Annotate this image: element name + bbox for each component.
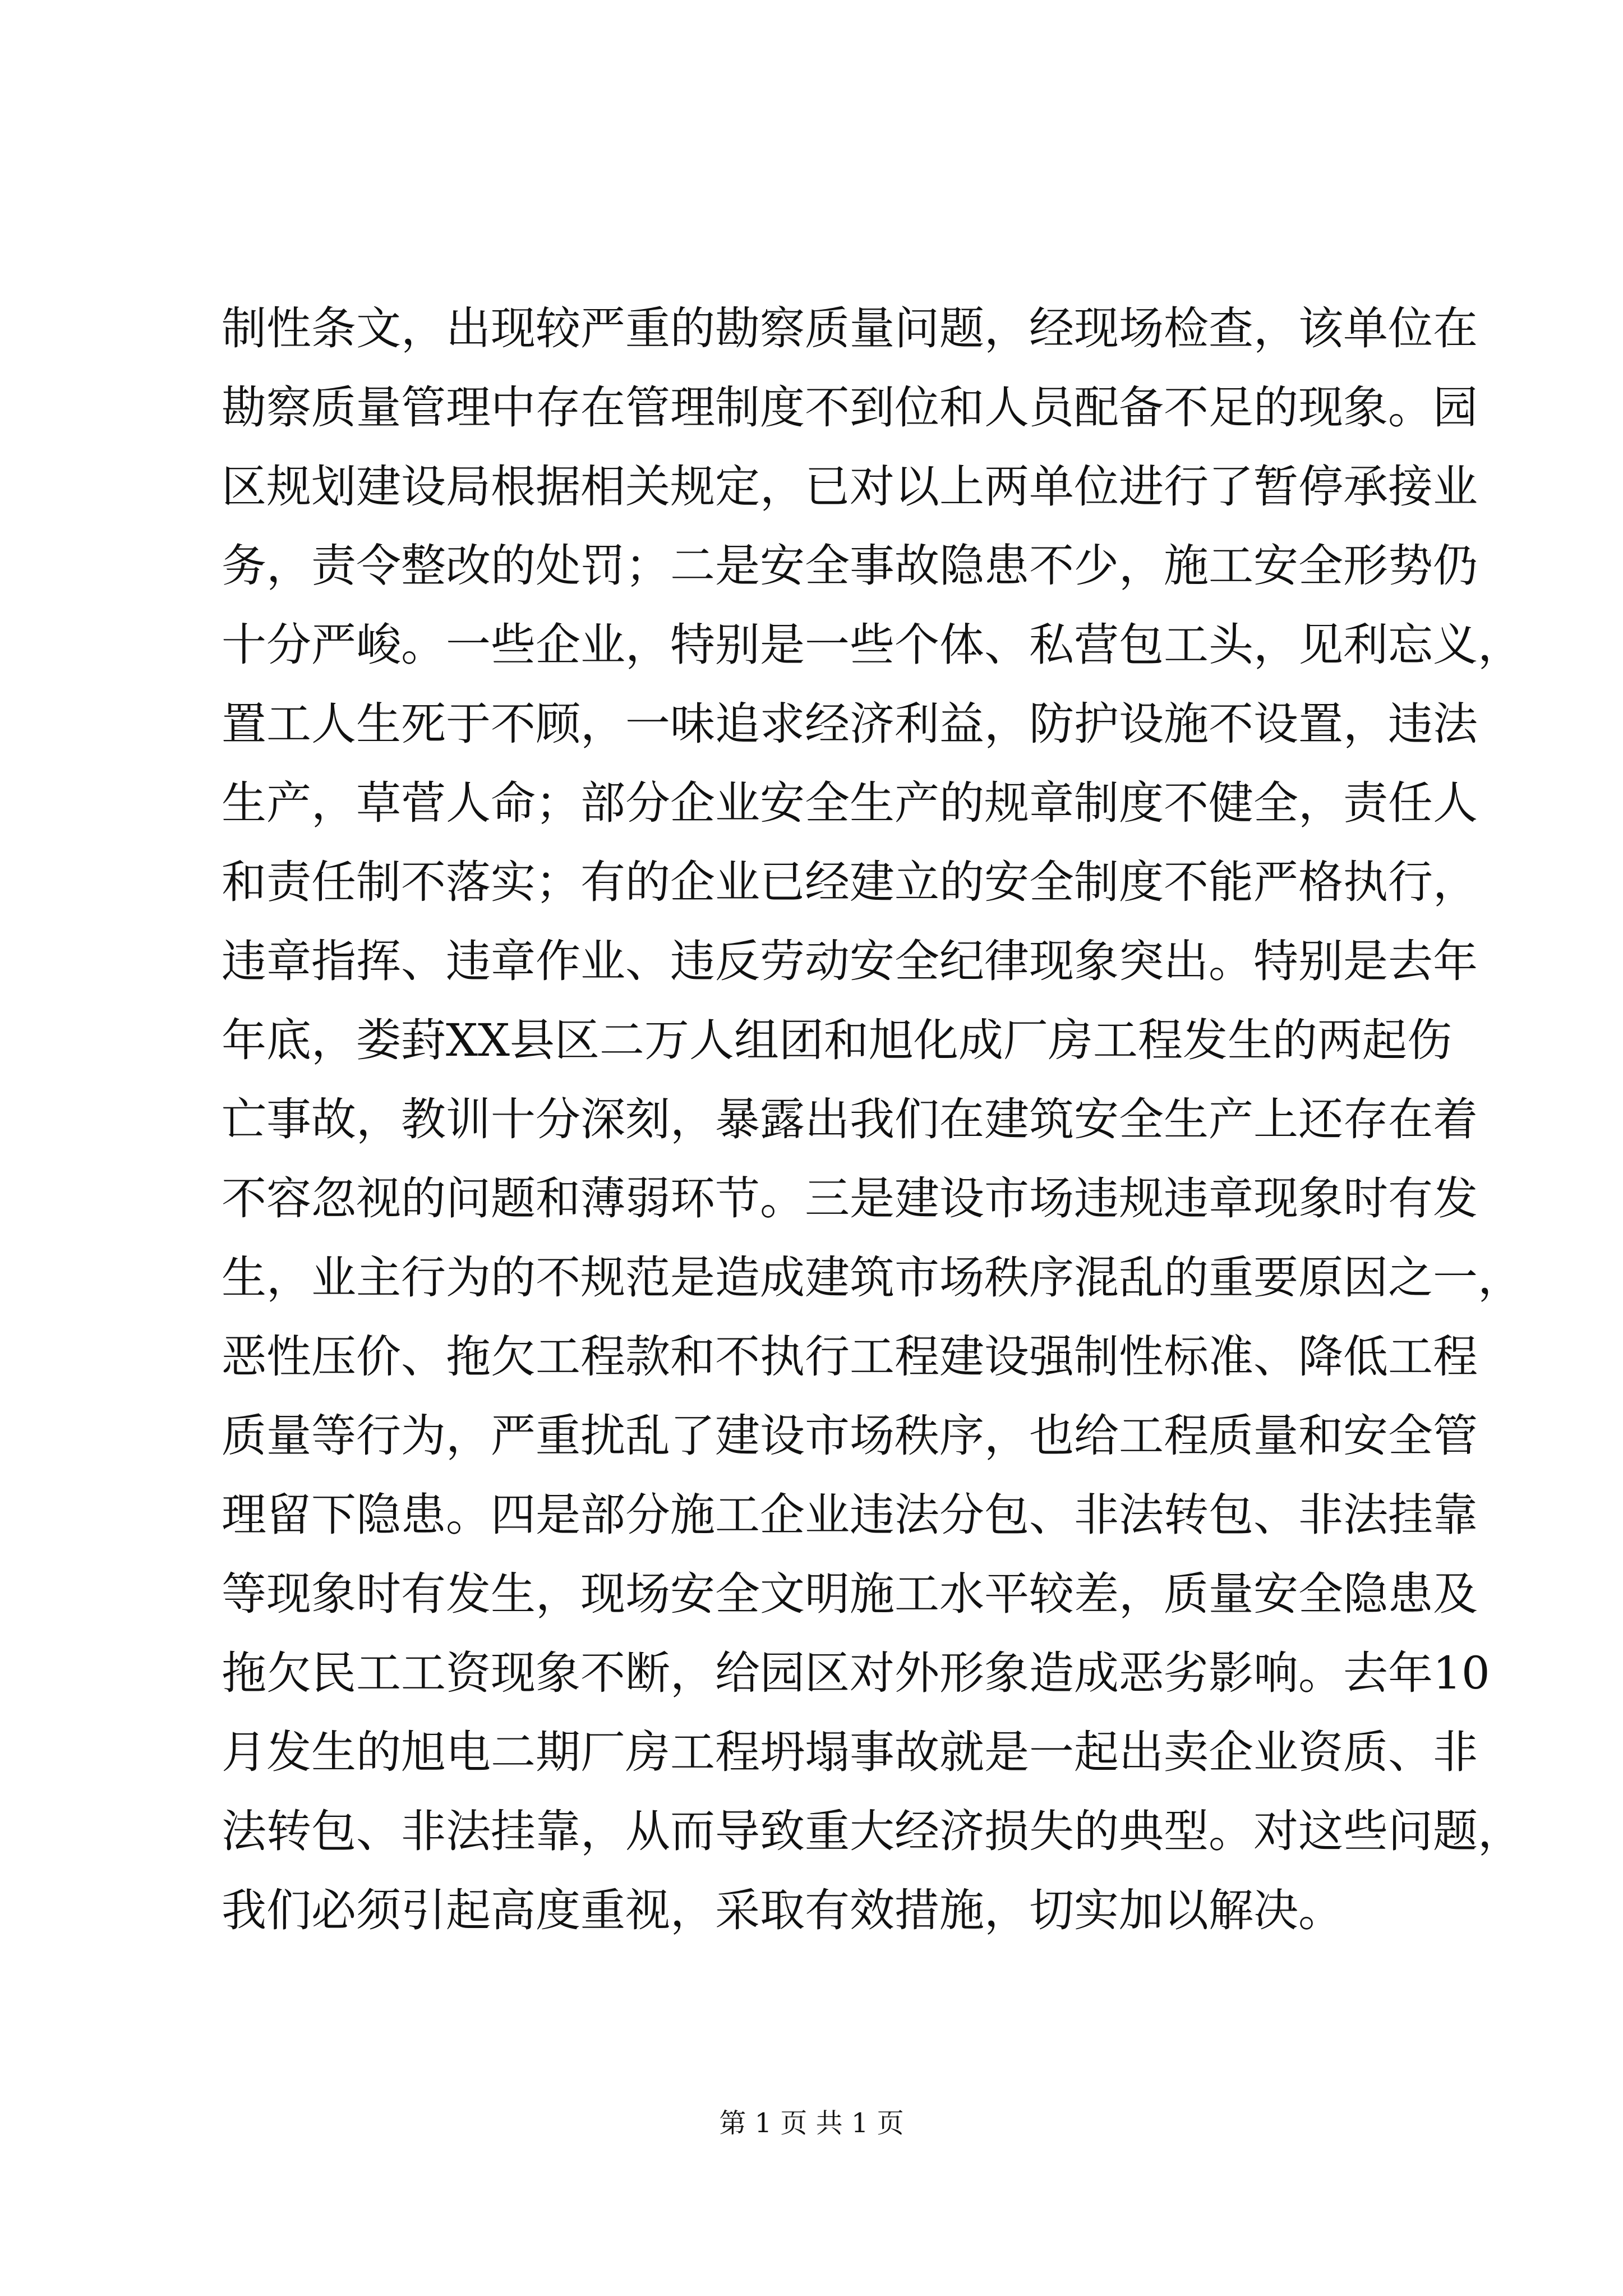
text-line: 区规划建设局根据相关规定，已对以上两单位进行了暂停承接业 bbox=[222, 461, 1478, 513]
page-footer: 第 1 页 共 1 页 bbox=[719, 2108, 904, 2139]
text-line: 质量等行为，严重扰乱了建设市场秩序，也给工程质量和安全管 bbox=[222, 1410, 1478, 1462]
text-line: 置工人生死于不顾，一味追求经济利益，防护设施不设置，违法 bbox=[222, 698, 1478, 750]
text-line: 和责任制不落实；有的企业已经建立的安全制度不能严格执行， bbox=[222, 856, 1478, 908]
body-paragraph bbox=[222, 289, 1523, 1950]
text-line: 年底，娄葑XX县区二万人组团和旭化成厂房工程发生的两起伤 bbox=[222, 1014, 1452, 1066]
text-line: 不容忽视的问题和薄弱环节。三是建设市场违规违章现象时有发 bbox=[222, 1172, 1478, 1225]
text-line: 制性条文，出现较严重的勘察质量问题，经现场检查，该单位在 bbox=[222, 302, 1478, 355]
text-line: 理留下隐患。四是部分施工企业违法分包、非法转包、非法挂靠 bbox=[222, 1489, 1478, 1541]
text-line: 月发生的旭电二期厂房工程坍塌事故就是一起出卖企业资质、非 bbox=[222, 1726, 1478, 1778]
text-line: 勘察质量管理中存在管理制度不到位和人员配备不足的现象。园 bbox=[222, 381, 1478, 434]
text-line: 拖欠民工工资现象不断，给园区对外形象造成恶劣影响。去年10 bbox=[222, 1647, 1490, 1699]
text-line: 生产，草菅人命；部分企业安全生产的规章制度不健全，责任人 bbox=[222, 777, 1478, 829]
text-line: 务，责令整改的处罚；二是安全事故隐患不少，施工安全形势仍 bbox=[222, 540, 1478, 592]
text-line: 十分严峻。一些企业，特别是一些个体、私营包工头，见利忘义， bbox=[222, 619, 1523, 671]
text-line: 亡事故，教训十分深刻，暴露出我们在建筑安全生产上还存在着 bbox=[222, 1093, 1478, 1145]
text-line: 违章指挥、违章作业、违反劳动安全纪律现象突出。特别是去年 bbox=[222, 935, 1478, 987]
text-line: 等现象时有发生，现场安全文明施工水平较差，质量安全隐患及 bbox=[222, 1568, 1478, 1620]
text-line: 生，业主行为的不规范是造成建筑市场秩序混乱的重要原因之一， bbox=[222, 1251, 1523, 1304]
text-line: 法转包、非法挂靠，从而导致重大经济损失的典型。对这些问题， bbox=[222, 1805, 1523, 1857]
text-line: 我们必须引起高度重视，采取有效措施，切实加以解决。 bbox=[222, 1884, 1343, 1936]
text-line: 恶性压价、拖欠工程款和不执行工程建设强制性标准、降低工程 bbox=[222, 1331, 1478, 1383]
